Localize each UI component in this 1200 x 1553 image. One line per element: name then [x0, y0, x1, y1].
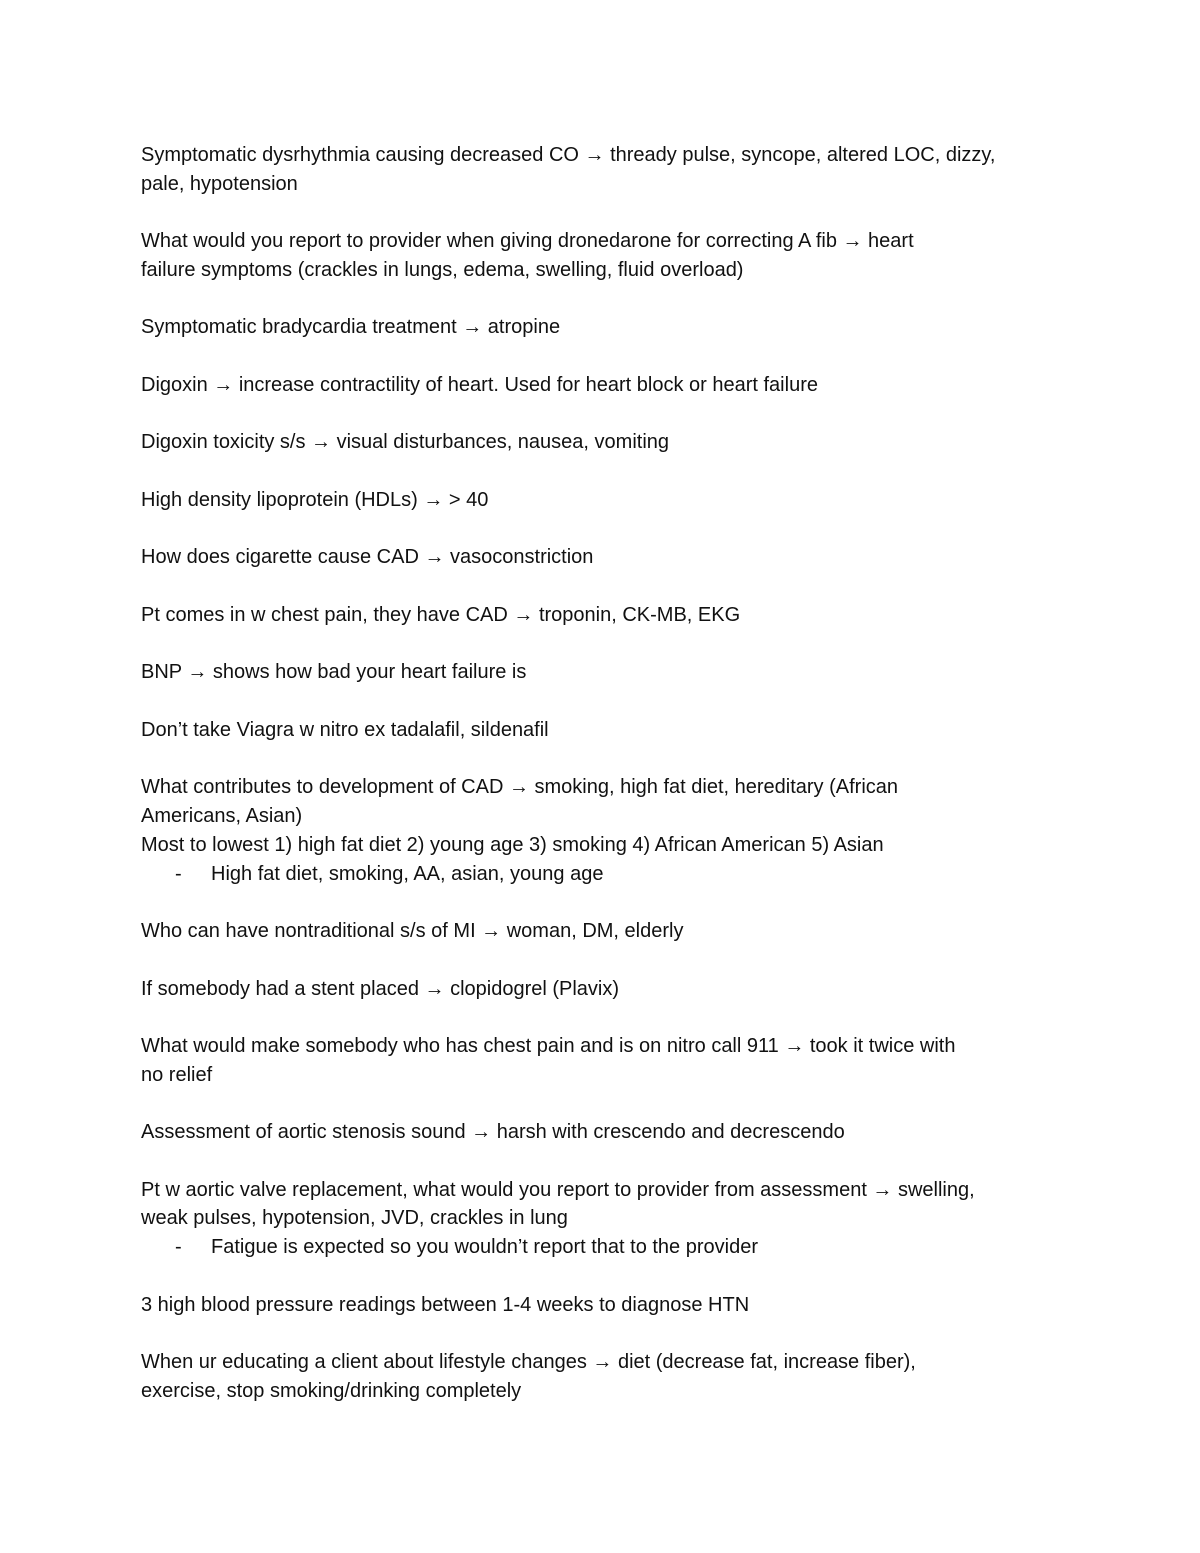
- note-paragraph: [141, 1348, 1061, 1405]
- note-paragraph: [141, 227, 1061, 284]
- note-line: 3 high blood pressure readings between 1-4 weeks to diagnose HTN: [141, 1293, 750, 1316]
- note-line: What would make somebody who has chest pain and is on nitro call 911 → took it twice with: [141, 1035, 956, 1058]
- note-line: Pt w aortic valve replacement, what would you report to provider from assessment → swelling,: [141, 1178, 975, 1201]
- note-line: failure symptoms (crackles in lungs, edema, swelling, fluid overload): [141, 258, 744, 281]
- note-line: Digoxin → increase contractility of heart. Used for heart block or heart failure: [141, 373, 818, 396]
- note-line: Don’t take Viagra w nitro ex tadalafil, sildenafil: [141, 718, 549, 741]
- note-paragraph: [141, 1032, 1061, 1089]
- note-paragraph: [141, 716, 1061, 745]
- bullet-item: [141, 860, 1061, 889]
- note-line: Assessment of aortic stenosis sound → harsh with crescendo and decrescendo: [141, 1121, 845, 1144]
- note-line: What would you report to provider when giving dronedarone for correcting A fib → heart: [141, 230, 914, 253]
- note-line: How does cigarette cause CAD → vasoconstriction: [141, 546, 594, 569]
- note-paragraph: [141, 486, 1061, 515]
- note-paragraph: [141, 1176, 1061, 1262]
- note-line: exercise, stop smoking/drinking completely: [141, 1379, 522, 1402]
- note-line: Symptomatic bradycardia treatment → atropine: [141, 316, 561, 339]
- note-line: Who can have nontraditional s/s of MI → woman, DM, elderly: [141, 920, 684, 943]
- note-line: no relief: [141, 1063, 213, 1086]
- note-line: Pt comes in w chest pain, they have CAD → troponin, CK-MB, EKG: [141, 603, 741, 626]
- note-line: Most to lowest 1) high fat diet 2) young age 3) smoking 4) African American 5) Asian: [141, 833, 884, 856]
- note-paragraph: [141, 917, 1061, 946]
- note-paragraph: [141, 658, 1061, 687]
- note-paragraph: [141, 543, 1061, 572]
- bullet-text: Fatigue is expected so you wouldn’t report that to the provider: [211, 1236, 758, 1259]
- note-line: weak pulses, hypotension, JVD, crackles in lung: [141, 1207, 568, 1230]
- note-paragraph: [141, 601, 1061, 630]
- note-line: High density lipoprotein (HDLs) → > 40: [141, 488, 489, 511]
- note-line: BNP → shows how bad your heart failure is: [141, 661, 527, 684]
- note-paragraph: [141, 773, 1061, 888]
- note-line: Symptomatic dysrhythmia causing decreased CO → thready pulse, syncope, altered LOC, dizzy,: [141, 144, 996, 166]
- note-paragraph: [141, 975, 1061, 1004]
- note-paragraph: [141, 1291, 1061, 1320]
- note-paragraph: [141, 428, 1061, 457]
- bullet-dash: -: [175, 862, 182, 885]
- bullet-dash: -: [175, 1236, 182, 1259]
- note-paragraph: [141, 141, 1061, 198]
- note-line: Americans, Asian): [141, 805, 303, 828]
- note-line: If somebody had a stent placed → clopidogrel (Plavix): [141, 977, 620, 1000]
- bullet-text: High fat diet, smoking, AA, asian, young age: [211, 862, 604, 885]
- note-paragraph: [141, 1118, 1061, 1147]
- bullet-item: [141, 1233, 1061, 1262]
- note-paragraph: [141, 313, 1061, 342]
- note-line: Digoxin toxicity s/s → visual disturbances, nausea, vomiting: [141, 431, 670, 454]
- note-line: pale, hypotension: [141, 172, 298, 195]
- document-page: [141, 141, 1061, 1434]
- note-line: What contributes to development of CAD → smoking, high fat diet, hereditary (African: [141, 776, 899, 799]
- note-paragraph: [141, 371, 1061, 400]
- note-line: When ur educating a client about lifestyle changes → diet (decrease fat, increase fiber),: [141, 1351, 916, 1374]
